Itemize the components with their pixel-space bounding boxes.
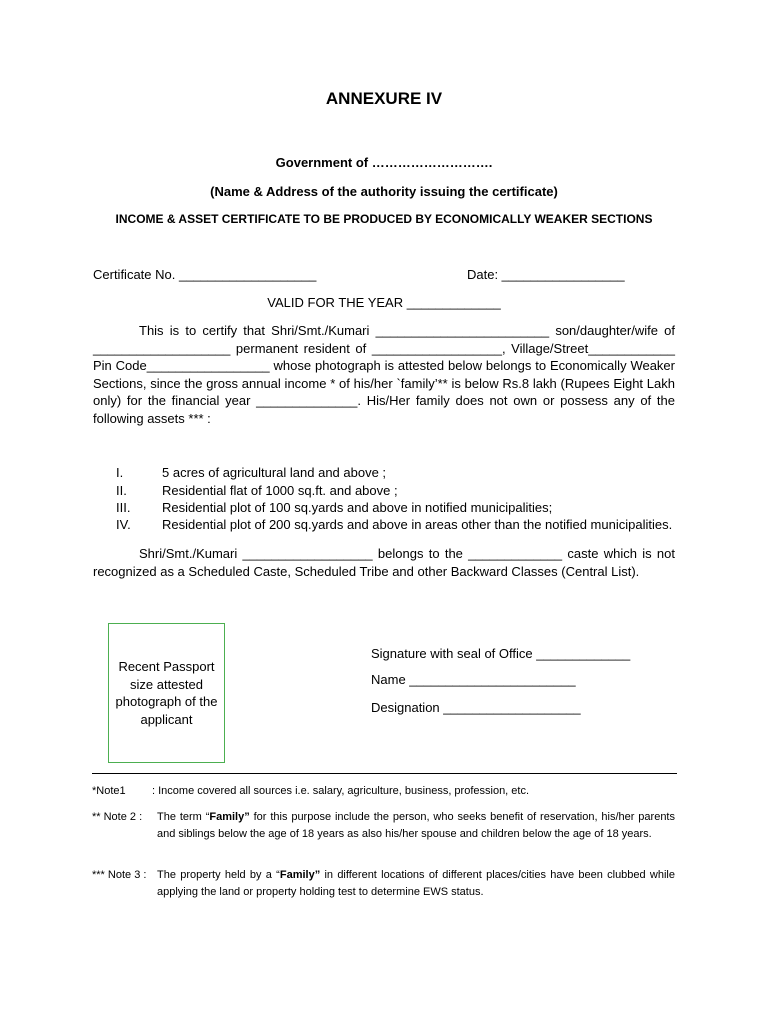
note-2-text-cont: for this purpose include the person, who seeks benefit of reservation, his/her parents and siblings below the age of 18 years as also his/her spouse and children below the age of 18 years. bbox=[157, 811, 675, 840]
note-2-label: ** Note 2 : bbox=[92, 811, 143, 823]
designation-line: Designation ___________________ bbox=[371, 700, 581, 715]
note-3-emphasis: Family” bbox=[279, 869, 321, 881]
list-text: Residential plot of 100 sq.yards and above in notified municipalities; bbox=[162, 500, 553, 515]
note-3-text: The property held by a “ bbox=[157, 869, 280, 881]
photograph-box-label: Recent Passport size attested photograph of the applicant bbox=[115, 659, 218, 727]
list-number: IV. bbox=[116, 517, 131, 532]
divider bbox=[92, 773, 677, 774]
note-1-text: : Income covered all sources i.e. salary, agriculture, business, profession, etc. bbox=[152, 785, 530, 797]
authority-line: (Name & Address of the authority issuing the certificate) bbox=[210, 184, 558, 199]
list-number: III. bbox=[116, 500, 131, 515]
note-3-label: *** Note 3 : bbox=[92, 869, 147, 881]
valid-for-year: VALID FOR THE YEAR _____________ bbox=[267, 295, 501, 310]
list-text: 5 acres of agricultural land and above ; bbox=[162, 465, 387, 480]
name-line: Name _______________________ bbox=[371, 672, 576, 687]
annexure-title: ANNEXURE IV bbox=[325, 89, 443, 108]
list-number: I. bbox=[116, 465, 124, 480]
note-1-label: *Note1 bbox=[92, 785, 126, 797]
certificate-number: Certificate No. ___________________ bbox=[93, 267, 317, 282]
list-number: II. bbox=[116, 483, 127, 498]
note-3-text-cont: in different locations of different places/cities have been clubbed while applying the land or property holding test to determine EWS status. bbox=[157, 869, 675, 898]
signature-line: Signature with seal of Office _____________ bbox=[371, 646, 631, 661]
list-text: Residential flat of 1000 sq.ft. and above ; bbox=[162, 483, 398, 498]
note-2-emphasis: Family” bbox=[209, 811, 250, 823]
caste-paragraph: Shri/Smt./Kumari __________________ belongs to the _____________ caste which is not recognized as a Scheduled Caste, Scheduled Tribe and other Backward Classes (Central List). bbox=[93, 546, 675, 579]
photograph-box bbox=[108, 623, 225, 763]
government-line: Government of ………………………. bbox=[275, 155, 493, 170]
certification-paragraph: This is to certify that Shri/Smt./Kumari ________________________ son/daughter/wife of ___________________ permanent resident of __________________, Village/Street____________ Pin Code_________________ whose photograph is attested below belongs to Economically Weaker Sections, since the gross annual income * of his/her `family’** is below Rs.8 lakh (Rupees Eight Lakh only) for the financial year ______________. His/Her family does not own or possess any of the following assets *** : bbox=[93, 323, 675, 426]
note-2-text: The term “ bbox=[157, 811, 210, 823]
certificate-date: Date: _________________ bbox=[467, 267, 625, 282]
certificate-heading: INCOME & ASSET CERTIFICATE TO BE PRODUCED BY ECONOMICALLY WEAKER SECTIONS bbox=[115, 212, 653, 226]
list-text: Residential plot of 200 sq.yards and above in areas other than the notified municipalities. bbox=[162, 517, 673, 532]
